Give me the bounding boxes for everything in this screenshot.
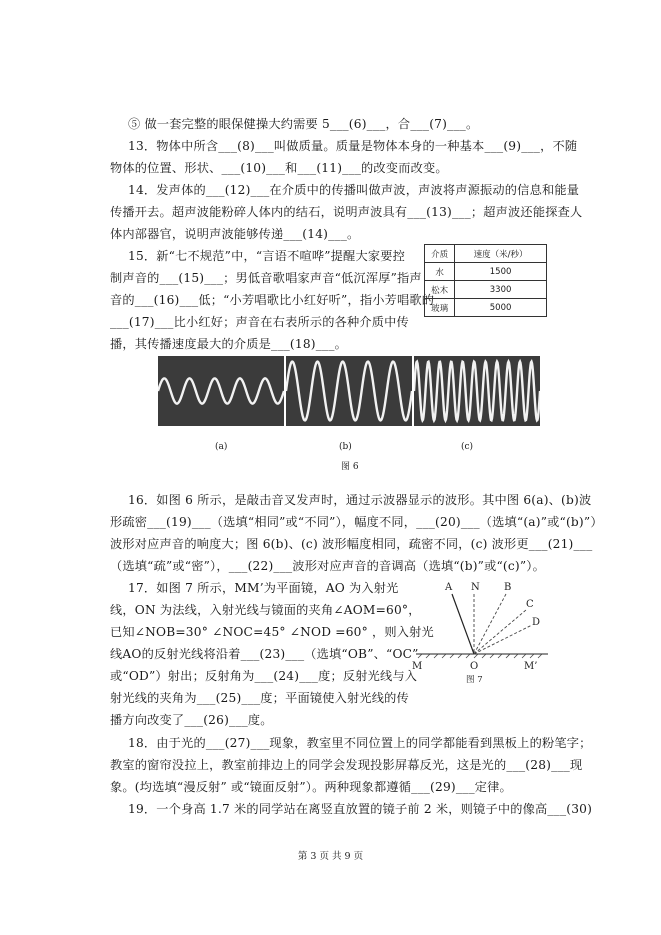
table-cell: 玻璃 <box>425 299 455 317</box>
text-line: 线AO的反射光线将沿着___(23)___（选填“OB”、“OC” <box>110 647 419 661</box>
ray-oc <box>474 610 526 654</box>
text-line: ⑤ 做一套完整的眼保健操大约需要 5___(6)___，合___(7)___。 <box>128 117 479 131</box>
text-line: 体内部器官，说明声波能够传递___(14)___。 <box>110 227 360 241</box>
table-header-row <box>425 245 547 263</box>
table-row <box>425 299 547 317</box>
waveform-a <box>158 356 284 426</box>
table-row <box>425 281 547 299</box>
sound-speed-table <box>424 244 547 317</box>
waveform-label: (c) <box>461 442 474 452</box>
text-line: 象。(均选填“漫反射” 或“镜面反射”）。两种现象都遵循___(29)___定律。 <box>110 780 512 794</box>
ray-od <box>474 625 532 654</box>
text-line: 15．新“七不规范”中，“言语不喧哗”提醒大家要控 <box>128 249 405 263</box>
table-cell: 3300 <box>455 281 547 299</box>
text-line: 物体的位置、形状、___(10)___和___(11)___的改变而改变。 <box>110 161 448 175</box>
text-line: 18．由于光的___(27)___现象，教室里不同位置上的同学都能看到黑板上的粉笔字； <box>128 736 592 750</box>
point-label: D <box>532 617 541 628</box>
text-line: 13．物体中所含___(8)___叫做质量。质量是物体本身的一种基本___(9)___，不随 <box>128 139 578 153</box>
point-label: B <box>504 582 512 593</box>
ray-ob <box>474 594 506 654</box>
table-header: 速度（米/秒） <box>455 245 547 263</box>
figure-caption: 图 6 <box>341 462 359 472</box>
waveform-b <box>286 356 412 426</box>
figure-caption: 图 7 <box>466 675 483 685</box>
text-line: 14．发声体的___(12)___在介质中的传播叫做声波，声波将声源振动的信息和能量 <box>128 183 580 197</box>
table-cell: 水 <box>425 263 455 281</box>
text-line: 制声音的___(15)___；男低音歌唱家声音“低沉浑厚”指声 <box>110 271 422 285</box>
text-line: 19．一个身高 1.7 米的同学站在离竖直放置的镜子前 2 米，则镜子中的像高___(30) <box>128 802 593 816</box>
point-label: M <box>412 661 423 672</box>
wave-path-b <box>286 362 412 421</box>
text-line: （选填“疏”或“密”），___(22)___波形对应声音的音调高（选填“(b)”或“(c)”）。 <box>110 559 545 573</box>
table-row <box>425 263 547 281</box>
table-cell: 松木 <box>425 281 455 299</box>
text-line: 形疏密___(19)___（选填“相同”或“不同”），幅度不同，___(20)___（选填“(a)”或“(b)”） <box>110 515 603 529</box>
text-line: 线，ON 为法线，入射光线与镜面的夹角∠AOM=60°， <box>110 603 421 617</box>
waveform-c <box>414 356 540 426</box>
waveform-label: (a) <box>215 442 228 452</box>
text-line: ___(17)___比小红好；声音在右表所示的各种介质中传 <box>110 315 409 329</box>
text-line: 波形对应声音的响度大；图 6(b)、(c) 波形幅度相同，疏密不同，(c) 波形更___(21)___ <box>110 537 593 551</box>
text-line: 播方向改变了___(26)___度。 <box>110 713 273 727</box>
point-label: C <box>526 599 534 610</box>
point-label: O <box>470 661 479 672</box>
text-line: 播，其传播速度最大的介质是___(18)___。 <box>110 337 348 351</box>
point-label: M’ <box>524 661 538 672</box>
text-line: 16．如图 6 所示，是敲击音叉发声时，通过示波器显示的波形。其中图 6(a)、(b)波 <box>128 493 592 507</box>
point-label: N <box>471 582 480 593</box>
text-line: 17．如图 7 所示，MM’为平面镜，AO 为入射光 <box>128 581 399 595</box>
text-line: 传播开去。超声波能粉碎人体内的结石，说明声波具有___(13)___；超声波还能探查人 <box>110 205 583 219</box>
waveform-label: (b) <box>339 442 352 452</box>
text-line: 射光线的夹角为___(25)___度；平面镜使入射光线的传 <box>110 691 409 705</box>
table-cell: 1500 <box>455 263 547 281</box>
text-line: 教室的窗帘没拉上，教室前排边上的同学会发现投影屏幕反光，这是光的___(28)___现 <box>110 758 583 772</box>
figure-7 <box>410 580 560 685</box>
page-footer: 第 3 页 共 9 页 <box>297 851 364 862</box>
table-cell: 5000 <box>455 299 547 317</box>
text-line: 或“OD”）射出；反射角为___(24)___度；反射光线与入 <box>110 669 418 683</box>
mirror-hatch <box>418 654 542 658</box>
incident-ray <box>452 594 474 654</box>
wave-path-c <box>414 362 540 421</box>
wave-path-a <box>158 378 284 403</box>
text-line: 已知∠NOB=30° ∠NOC=45° ∠NOD =60° ，则入射光 <box>110 625 434 639</box>
table-header: 介质 <box>425 245 455 263</box>
point-label: A <box>445 582 453 593</box>
text-line: 音的___(16)___低；“小芳唱歌比小红好听”，指小芳唱歌的 <box>110 293 435 307</box>
